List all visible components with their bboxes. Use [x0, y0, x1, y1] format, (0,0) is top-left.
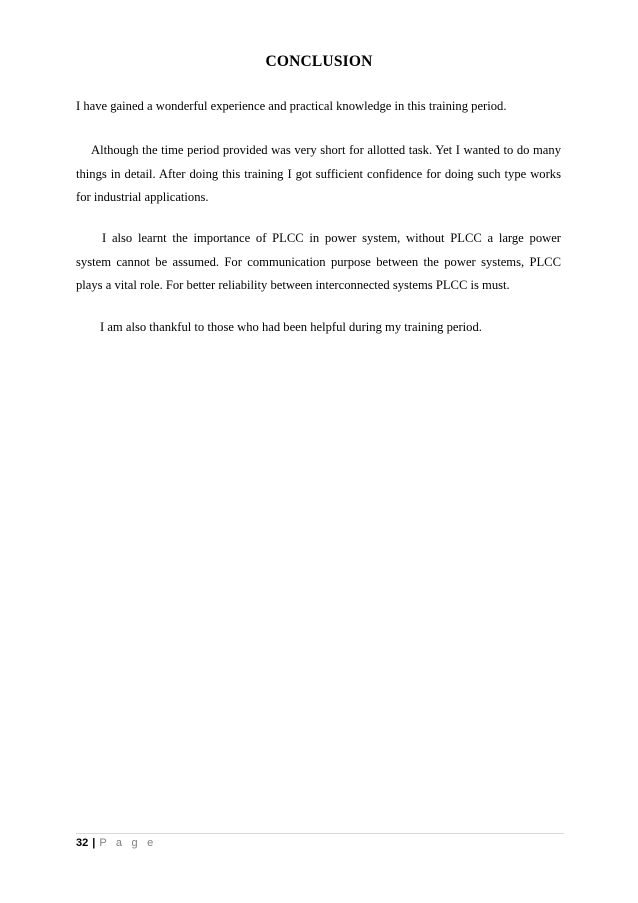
- footer-separator: |: [92, 837, 96, 849]
- paragraph-3: I also learnt the importance of PLCC in power system, without PLCC a large power system cannot be assumed. For communication purpose between the power systems, PLCC plays a vital role. For better reliability between interconnected systems PLCC is must.: [76, 231, 561, 292]
- footer-divider: [76, 833, 564, 834]
- paragraph-2: Although the time period provided was very short for allotted task. Yet I wanted to do many things in detail. After doing this training I got sufficient confidence for doing such type works for industrial applications.: [76, 143, 561, 204]
- page-label: P a g e: [99, 837, 157, 849]
- page-number: 32: [76, 837, 89, 849]
- paragraph-1: I have gained a wonderful experience and practical knowledge in this training period.: [76, 99, 507, 113]
- page-title: CONCLUSION: [265, 53, 373, 70]
- paragraph-4: I am also thankful to those who had been helpful during my training period.: [100, 320, 482, 334]
- page-footer: [76, 836, 156, 850]
